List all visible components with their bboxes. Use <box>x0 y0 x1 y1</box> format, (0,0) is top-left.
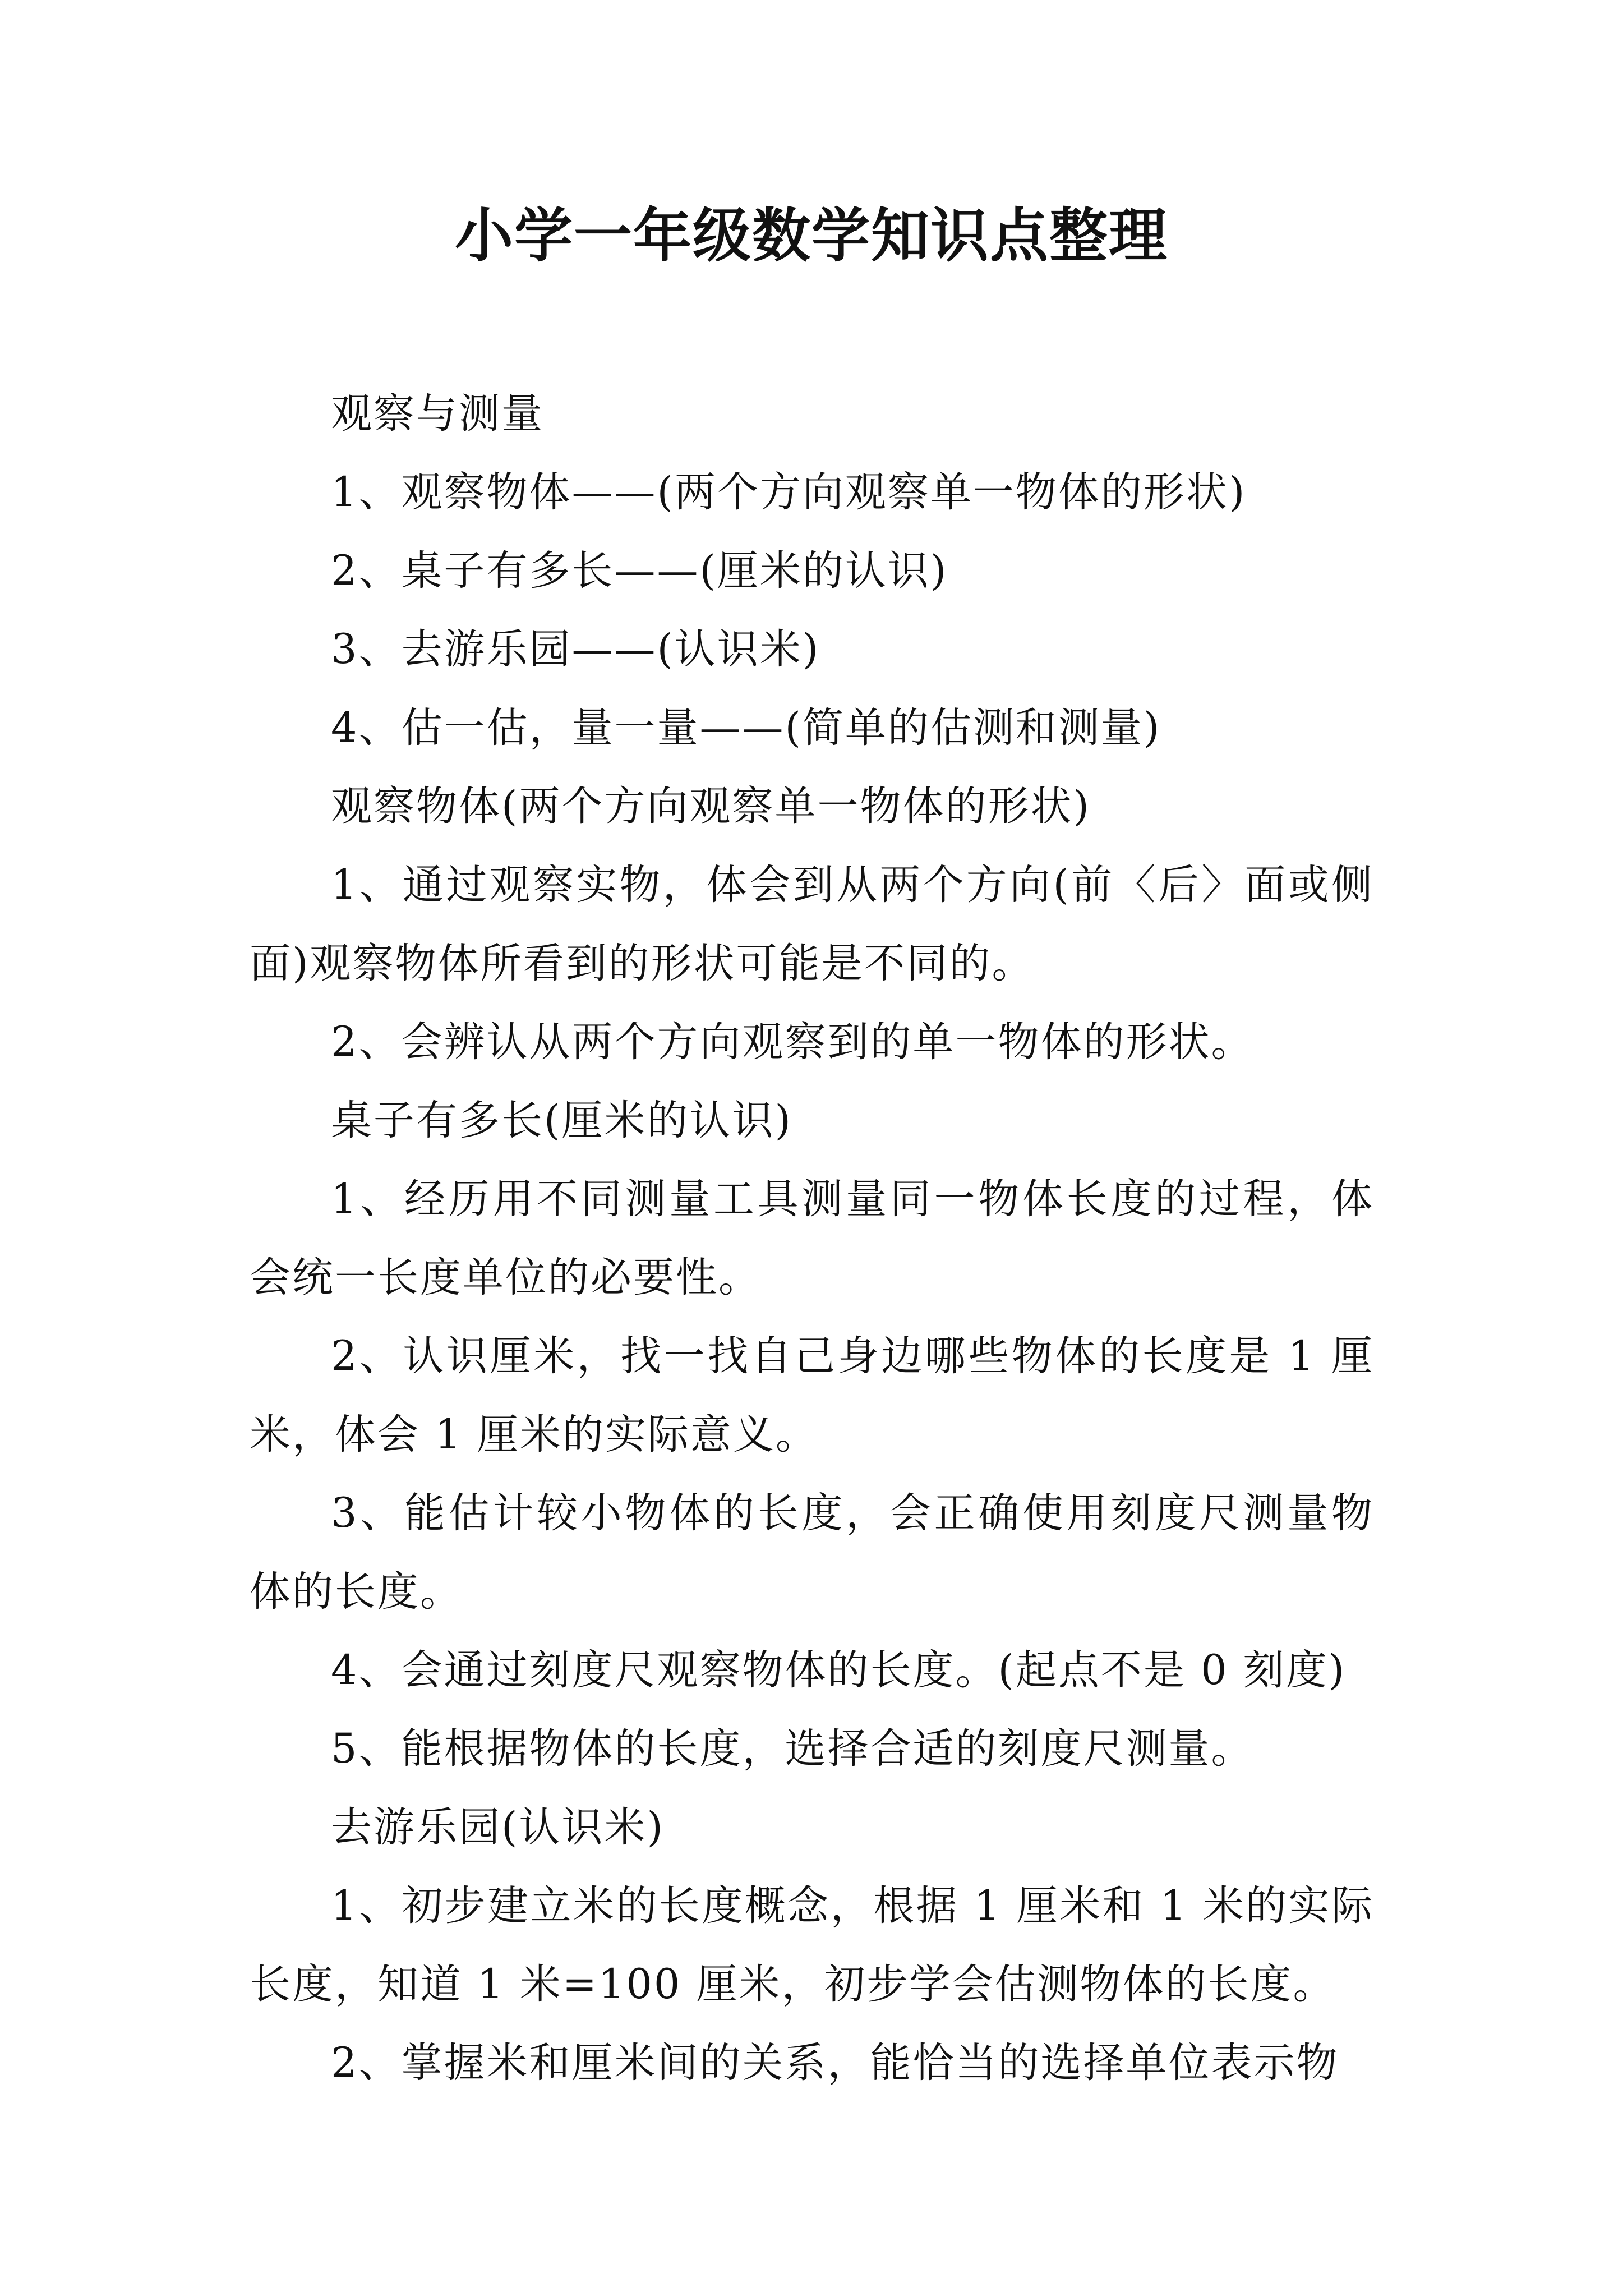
list-item: 2、会辨认从两个方向观察到的单一物体的形状。 <box>331 1018 1254 1066</box>
section-heading: 桌子有多长(厘米的认识) <box>331 1097 792 1144</box>
list-item: 2、桌子有多长——(厘米的认识) <box>331 547 948 595</box>
list-item: 2、掌握米和厘米间的关系，能恰当的选择单位表示物 <box>331 2039 1339 2087</box>
list-item: 1、通过观察实物，体会到从两个方向(前〈后〉面或侧面)观察物体所看到的形状可能是不同的。 <box>250 861 1374 987</box>
list-item: 4、会通过刻度尺观察物体的长度。(起点不是 0 刻度) <box>331 1646 1347 1694</box>
section-heading: 去游乐园(认识米) <box>331 1803 665 1851</box>
document-body <box>250 375 1374 2102</box>
list-item: 3、能估计较小物体的长度，会正确使用刻度尺测量物体的长度。 <box>250 1489 1374 1616</box>
list-item: 1、经历用不同测量工具测量同一物体长度的过程，体会统一长度单位的必要性。 <box>250 1175 1374 1301</box>
list-item: 1、观察物体——(两个方向观察单一物体的形状) <box>331 468 1247 516</box>
list-item: 2、认识厘米，找一找自己身边哪些物体的长度是 1 厘米，体会 1 厘米的实际意义。 <box>250 1332 1374 1458</box>
section-heading: 观察物体(两个方向观察单一物体的形状) <box>331 783 1091 830</box>
document-title: 小学一年级数学知识点整理 <box>454 201 1168 270</box>
list-item: 5、能根据物体的长度，选择合适的刻度尺测量。 <box>331 1725 1254 1773</box>
list-item: 1、初步建立米的长度概念，根据 1 厘米和 1 米的实际长度，知道 1 米=100 厘米，初步学会估测物体的长度。 <box>250 1882 1374 2008</box>
section-heading: 观察与测量 <box>331 390 544 438</box>
list-item: 4、估一估，量一量——(简单的估测和测量) <box>331 704 1161 752</box>
list-item: 3、去游乐园——(认识米) <box>331 625 820 673</box>
